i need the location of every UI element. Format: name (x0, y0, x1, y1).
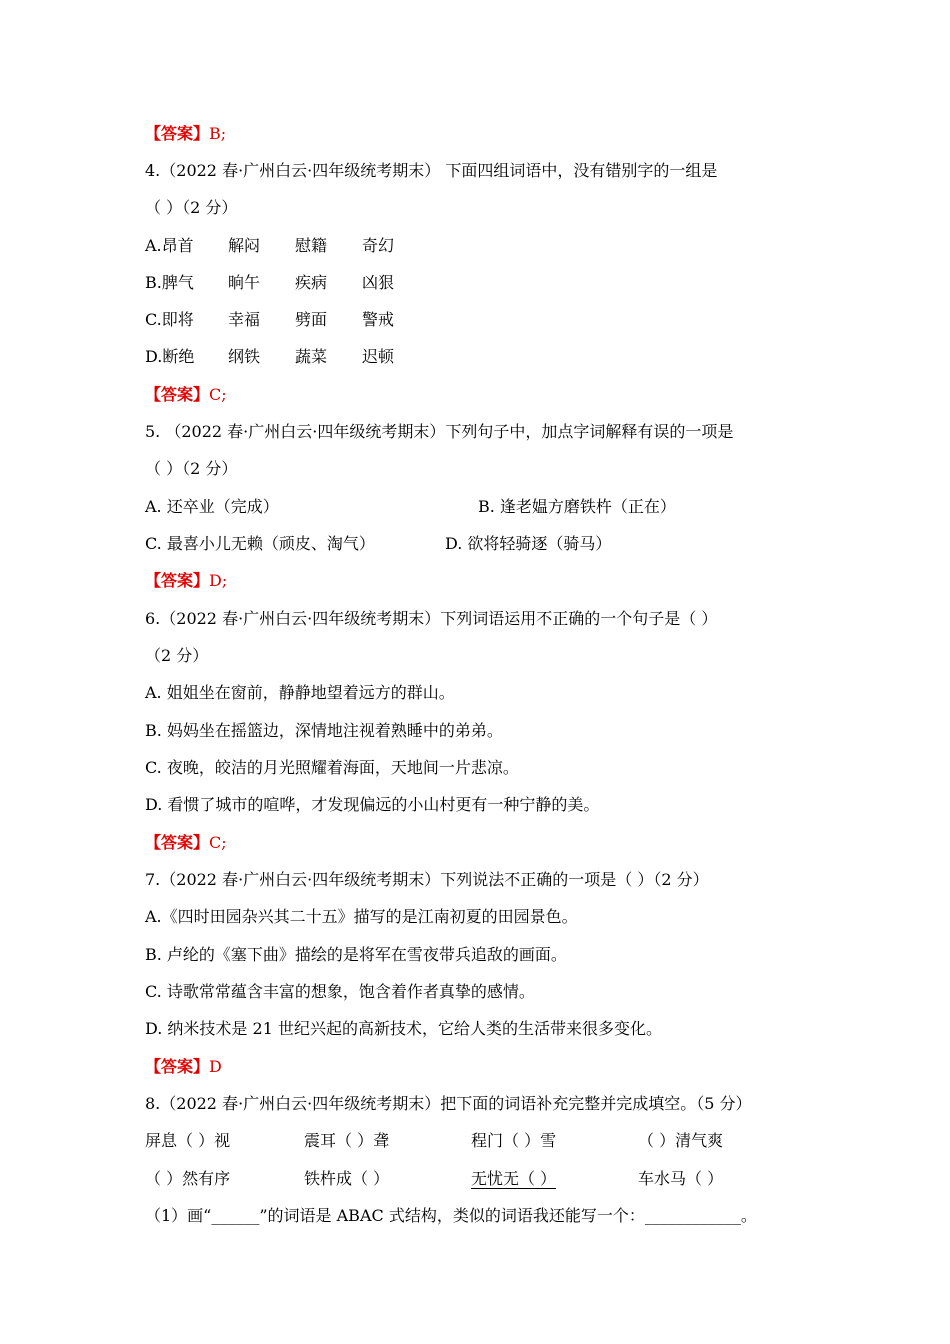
option-word: 凶狠 (362, 273, 395, 292)
answer-line-q7 (145, 1056, 222, 1078)
answer-value: C; (209, 833, 227, 852)
question-6-option-c: C. 夜晚，皎洁的月光照耀着海面，天地间一片悲凉。 (145, 758, 519, 777)
question-7-option-d: D. 纳米技术是 21 世纪兴起的高新技术，它给人类的生活带来很多变化。 (145, 1019, 662, 1038)
option-word: 晌午 (228, 273, 261, 292)
option-word: 迟顿 (362, 347, 395, 366)
answer-line-q3 (145, 123, 226, 145)
question-5-option-a: A. 还卒业（完成） (145, 497, 279, 516)
question-7-option-b: B. 卢纶的《塞下曲》描绘的是将军在雪夜带兵追敌的画面。 (145, 945, 567, 964)
fill-blank-idiom: 震耳（ ）聋 (304, 1131, 390, 1150)
question-6-stem: 6.（2022 春·广州白云·四年级统考期末）下列词语运用不正确的一个句子是（ ） (145, 609, 718, 628)
option-word: 蔬菜 (295, 347, 328, 366)
fill-blank-idiom: （ ）然有序 (145, 1169, 231, 1188)
question-6-score: （2 分） (145, 646, 209, 665)
answer-tag: 【答案】 (145, 571, 210, 590)
question-5-option-b: B. 逢老媪方磨铁杵（正在） (478, 497, 676, 516)
fill-blank-idiom: 铁杵成（ ） (304, 1169, 390, 1188)
option-word: 幸福 (228, 310, 261, 329)
question-8-subquestion-1: （1）画“______”的词语是 ABAC 式结构，类似的词语我还能写一个：____________。 (145, 1206, 757, 1225)
answer-line-q6 (145, 832, 227, 854)
answer-value: C; (209, 385, 227, 404)
answer-tag: 【答案】 (145, 385, 210, 404)
fill-blank-idiom-underlined: 无忧无（ ） (471, 1169, 557, 1188)
question-5-option-d: D. 欲将轻骑逐（骑马） (445, 534, 612, 553)
option-word: 警戒 (362, 310, 395, 329)
question-6-option-b: B. 妈妈坐在摇篮边，深情地注视着熟睡中的弟弟。 (145, 721, 503, 740)
option-word: 慰籍 (295, 236, 328, 255)
option-word: 解闷 (228, 236, 261, 255)
fill-blank-idiom: （ ）清气爽 (638, 1131, 724, 1150)
question-5-option-c: C. 最喜小儿无赖（顽皮、淘气） (145, 534, 375, 553)
fill-blank-idiom: 程门（ ）雪 (471, 1131, 557, 1150)
question-5-score: （ ）（2 分） (145, 459, 238, 478)
answer-line-q5 (145, 570, 227, 592)
question-6-option-a: A. 姐姐坐在窗前，静静地望着远方的群山。 (145, 683, 455, 702)
question-8-stem: 8.（2022 春·广州白云·四年级统考期末）把下面的词语补充完整并完成填空。（5 分） (145, 1094, 752, 1113)
option-word: 纲铁 (228, 347, 261, 366)
answer-value: B; (209, 124, 227, 143)
option-word: B.脾气 (145, 273, 194, 292)
question-7-option-c: C. 诗歌常常蕴含丰富的想象，饱含着作者真挚的感情。 (145, 982, 535, 1001)
answer-value: D (209, 1057, 222, 1076)
question-4-stem: 4.（2022 春·广州白云·四年级统考期末） 下面四组词语中，没有错别字的一组是 (145, 161, 718, 180)
question-7-option-a: A.《四时田园杂兴其二十五》描写的是江南初夏的田园景色。 (145, 907, 578, 926)
option-word: 疾病 (295, 273, 328, 292)
fill-blank-idiom: 屏息（ ）视 (145, 1131, 231, 1150)
question-5-stem: 5. （2022 春·广州白云·四年级统考期末）下列句子中，加点字词解释有误的一项是 (145, 422, 734, 441)
answer-tag: 【答案】 (145, 1057, 210, 1076)
answer-value: D; (209, 571, 228, 590)
answer-tag: 【答案】 (145, 124, 210, 143)
question-7-stem: 7.（2022 春·广州白云·四年级统考期末）下列说法不正确的一项是（ ）（2 分） (145, 870, 709, 889)
option-word: 奇幻 (362, 236, 395, 255)
option-word: 劈面 (295, 310, 328, 329)
fill-blank-idiom: 车水马（ ） (638, 1169, 724, 1188)
option-word: D.断绝 (145, 347, 195, 366)
answer-tag: 【答案】 (145, 833, 210, 852)
option-word: C.即将 (145, 310, 194, 329)
question-6-option-d: D. 看惯了城市的喧哗，才发现偏远的小山村更有一种宁静的美。 (145, 795, 600, 814)
option-word: A.昂首 (145, 236, 194, 255)
question-4-score: （ ）（2 分） (145, 198, 238, 217)
answer-line-q4 (145, 384, 227, 406)
